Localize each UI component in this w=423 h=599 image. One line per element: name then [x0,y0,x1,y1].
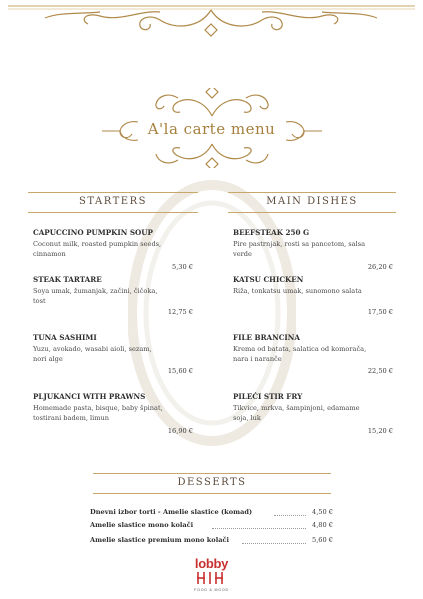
dish-name: TUNA SASHIMI [33,333,97,342]
dish-price: 5,30 € [172,263,193,271]
dish-desc: Coconut milk, roasted pumpkin seeds, [33,240,162,248]
starter-item [33,228,193,271]
dish-name: STEAK TARTARE [33,275,102,284]
dish-price: 17,50 € [367,308,393,316]
dish-name: PILEĆI STIR FRY [233,392,303,401]
dessert-row [90,521,338,531]
dish-desc: Homemade pasta, bisque, baby špinat, [33,404,163,412]
dish-price: 26,20 € [367,263,393,271]
dessert-name: Amelie slastice mono kolači [90,521,194,529]
dish-price: 12,75 € [167,308,193,316]
logo-subtitle: FOOD & MOOD [194,588,229,592]
starters-rule-bottom [28,212,198,213]
dot-leader [274,515,306,516]
logo-cutlery-icon [195,572,228,586]
main-dishes-heading: MAIN DISHES [266,196,358,207]
title-ornament-bottom [150,142,274,168]
main-item [233,392,393,435]
dish-desc: nori alge [33,355,63,363]
title-flourish-right [282,118,326,144]
dessert-name: Dnevni izbor torti - Amelie slastice (komad) [90,508,253,516]
dessert-price: 5,60 € [312,536,333,544]
lobby-logo [190,556,233,596]
title-ornament-top [150,88,274,118]
dish-name: FILE BRANCINA [233,333,300,342]
dish-name: BEEFSTEAK 250 G [233,228,310,237]
main-rule-bottom [228,212,396,213]
dish-desc: verde [233,250,252,258]
starter-item [33,333,193,375]
dish-price: 16,90 € [167,427,193,435]
dish-desc: soja, luk [233,414,261,422]
dish-desc: tost [33,297,46,305]
logo-word: lobby [194,556,229,571]
top-ornament [0,0,423,40]
dish-desc: tostirani badem, limun [33,414,109,422]
dessert-price: 4,80 € [312,521,333,529]
dish-desc: Yuzu, avokado, wasabi aioli, sezam, [33,345,152,353]
dish-name: PLJUKANCI WITH PRAWNS [33,392,146,401]
dish-desc: Soya umak, žumanjak, začini, čičoka, [33,287,158,295]
desserts-heading: DESSERTS [177,477,247,488]
main-item [233,333,393,375]
dish-price: 22,50 € [367,367,393,375]
dish-name: CAPUCCINO PUMPKIN SOUP [33,228,153,237]
desserts-rule-bottom [93,493,331,494]
dessert-price: 4,50 € [312,508,333,516]
dish-desc: Krema od batata, salatica od komorača, [233,345,367,353]
dish-desc: nara i naranče [233,355,282,363]
dot-leader [242,543,306,544]
dish-desc: cinnamon [33,250,66,258]
starter-item [33,275,193,316]
dessert-row [90,536,338,546]
main-item [233,228,393,271]
dessert-name: Amelie slastice premium mono kolači [90,536,229,544]
dish-price: 15,60 € [167,367,193,375]
dish-desc [233,296,393,306]
main-item [233,275,393,316]
dish-desc: Pire pastrnjak, rosti sa pancetom, salsa [233,240,366,248]
dish-desc: Riža, tonkatsu umak, sunomono salata [233,287,362,295]
starters-heading: STARTERS [79,196,147,207]
dish-desc: Tikvice, mrkva, šampinjoni, edamame [233,404,360,412]
starters-rule-top [28,192,198,193]
starter-item [33,392,193,435]
dish-name: KATSU CHICKEN [233,275,304,284]
dish-price: 15,20 € [367,427,393,435]
dessert-row [90,508,338,518]
desserts-rule-top [93,473,331,474]
dot-leader [212,528,306,529]
menu-title: A'la carte menu [147,120,276,138]
title-flourish-left [98,118,142,144]
main-rule-top [228,192,396,193]
